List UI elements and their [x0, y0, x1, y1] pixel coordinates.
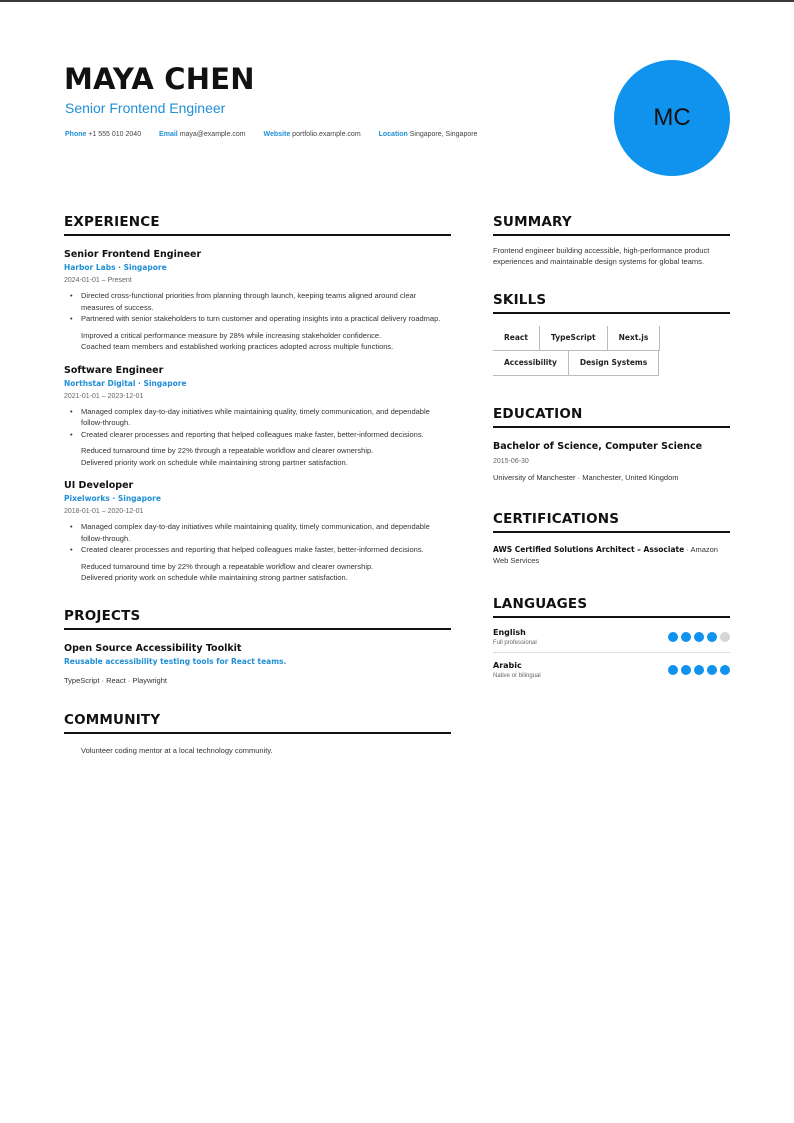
language-level: Full professional	[493, 640, 537, 646]
job-title: Software Engineer	[64, 364, 164, 376]
contact-location: Location Singapore, Singapore	[378, 131, 478, 138]
rating-dot-filled	[694, 632, 704, 642]
community-text: Volunteer coding mentor at a local technology community.	[81, 745, 273, 755]
project-tech: TypeScript · React · Playwright	[64, 675, 167, 685]
job-bullets	[64, 521, 451, 556]
project-subtitle: Reusable accessibility testing tools for React teams.	[64, 656, 287, 666]
rating-dot-filled	[720, 665, 730, 675]
projects-heading: PROJECTS	[64, 608, 451, 630]
job-entry	[64, 365, 451, 469]
right-column	[493, 214, 730, 685]
job-achievements: Reduced turnaround time by 22% through a repeatable workflow and clearer ownership. Delivered priority work on schedule while maintaining strong partner satisfaction.	[81, 561, 374, 582]
bullet-item: • Managed complex day-to-day initiatives while maintaining quality, timely communication, and dependable follow-through.	[81, 406, 451, 429]
certifications-heading: CERTIFICATIONS	[493, 511, 730, 533]
experience-section	[64, 214, 451, 584]
skills-list	[493, 326, 730, 376]
skills-section	[493, 292, 730, 376]
rating-dot-filled	[694, 665, 704, 675]
language-row	[493, 652, 730, 685]
language-name: Arabic	[493, 661, 522, 670]
summary-heading: SUMMARY	[493, 214, 730, 236]
skill-tag: TypeScript	[540, 326, 608, 351]
rating-dot-filled	[668, 632, 678, 642]
certification-issuer: · Amazon Web Services	[493, 545, 718, 565]
skill-tag: Accessibility	[493, 351, 569, 376]
contact-phone: Phone +1 555 010 2040	[65, 131, 142, 138]
rating-dot-filled	[707, 632, 717, 642]
project-title: Open Source Accessibility Toolkit	[64, 642, 242, 654]
skill-tag: Next.js	[608, 326, 661, 351]
contact-bar	[65, 131, 493, 138]
language-level: Native or bilingual	[493, 673, 541, 679]
education-school: University of Manchester · Manchester, United Kingdom	[493, 473, 679, 482]
job-dates: 2021-01-01 – 2023-12-01	[64, 392, 144, 400]
language-name: English	[493, 628, 526, 637]
education-heading: EDUCATION	[493, 406, 730, 428]
summary-section	[493, 214, 730, 267]
job-achievements: Reduced turnaround time by 22% through a repeatable workflow and clearer ownership. Delivered priority work on schedule while maintaining strong partner satisfaction.	[81, 446, 374, 467]
education-date: 2015-06-30	[493, 458, 529, 465]
job-entry	[64, 480, 451, 584]
avatar: MC	[614, 60, 730, 176]
rating-dot-filled	[681, 632, 691, 642]
experience-heading: EXPERIENCE	[64, 214, 451, 236]
rating-dot-empty	[720, 632, 730, 642]
job-dates: 2018-01-01 – 2020-12-01	[64, 508, 144, 515]
job-org: Harbor Labs · Singapore	[64, 263, 167, 272]
summary-text: Frontend engineer building accessible, high-performance product experiences and maintainable design systems for global teams.	[493, 246, 710, 266]
job-entry	[64, 249, 451, 353]
bullet-item: • Directed cross-functional priorities from planning through launch, keeping teams aligned around clear measures of success.	[81, 290, 451, 313]
candidate-title: Senior Frontend Engineer	[65, 100, 226, 116]
bullet-item: • Created clearer processes and reporting that helped colleagues make faster, better-informed decisions.	[81, 544, 451, 556]
bullet-item: • Managed complex day-to-day initiatives while maintaining quality, timely communication, and dependable follow-through.	[81, 521, 451, 544]
community-heading: COMMUNITY	[64, 712, 451, 734]
candidate-name: MAYA CHEN	[64, 62, 255, 96]
skill-tag: React	[493, 326, 540, 351]
rating-dot-filled	[707, 665, 717, 675]
language-rating	[668, 632, 730, 642]
job-bullets	[64, 290, 451, 325]
job-org: Northstar Digital · Singapore	[64, 378, 187, 388]
education-degree: Bachelor of Science, Computer Science	[493, 441, 703, 452]
skills-heading: SKILLS	[493, 292, 730, 314]
bullet-item: • Partnered with senior stakeholders to turn customer and operating insights into a practical delivery roadmap.	[81, 313, 451, 325]
certification-name: AWS Certified Solutions Architect – Associate	[493, 545, 685, 554]
rating-dot-filled	[681, 665, 691, 675]
language-row	[493, 618, 730, 652]
job-title: Senior Frontend Engineer	[64, 249, 202, 260]
bullet-item: • Created clearer processes and reporting that helped colleagues make faster, better-informed decisions.	[81, 429, 451, 441]
community-section	[64, 712, 451, 755]
job-title: UI Developer	[64, 480, 134, 491]
languages-heading: LANGUAGES	[493, 596, 730, 618]
job-bullets	[64, 406, 451, 441]
projects-section	[64, 608, 451, 685]
job-org: Pixelworks · Singapore	[64, 494, 161, 503]
rating-dot-filled	[668, 665, 678, 675]
certifications-section	[493, 511, 730, 566]
job-achievements: Improved a critical performance measure by 28% while increasing stakeholder confidence. Coached team members and established working practices adopted across multiple functions.	[81, 330, 394, 351]
languages-section	[493, 596, 730, 685]
skill-tag: Design Systems	[569, 351, 659, 376]
certification-entry	[493, 544, 730, 566]
contact-website[interactable]: Website portfolio.example.com	[263, 131, 361, 138]
top-border	[0, 0, 794, 2]
education-section	[493, 406, 730, 482]
contact-email[interactable]: Email maya@example.com	[159, 131, 246, 138]
job-dates: 2024-01-01 – Present	[64, 277, 132, 284]
language-rating	[668, 665, 730, 675]
left-column	[64, 214, 451, 755]
